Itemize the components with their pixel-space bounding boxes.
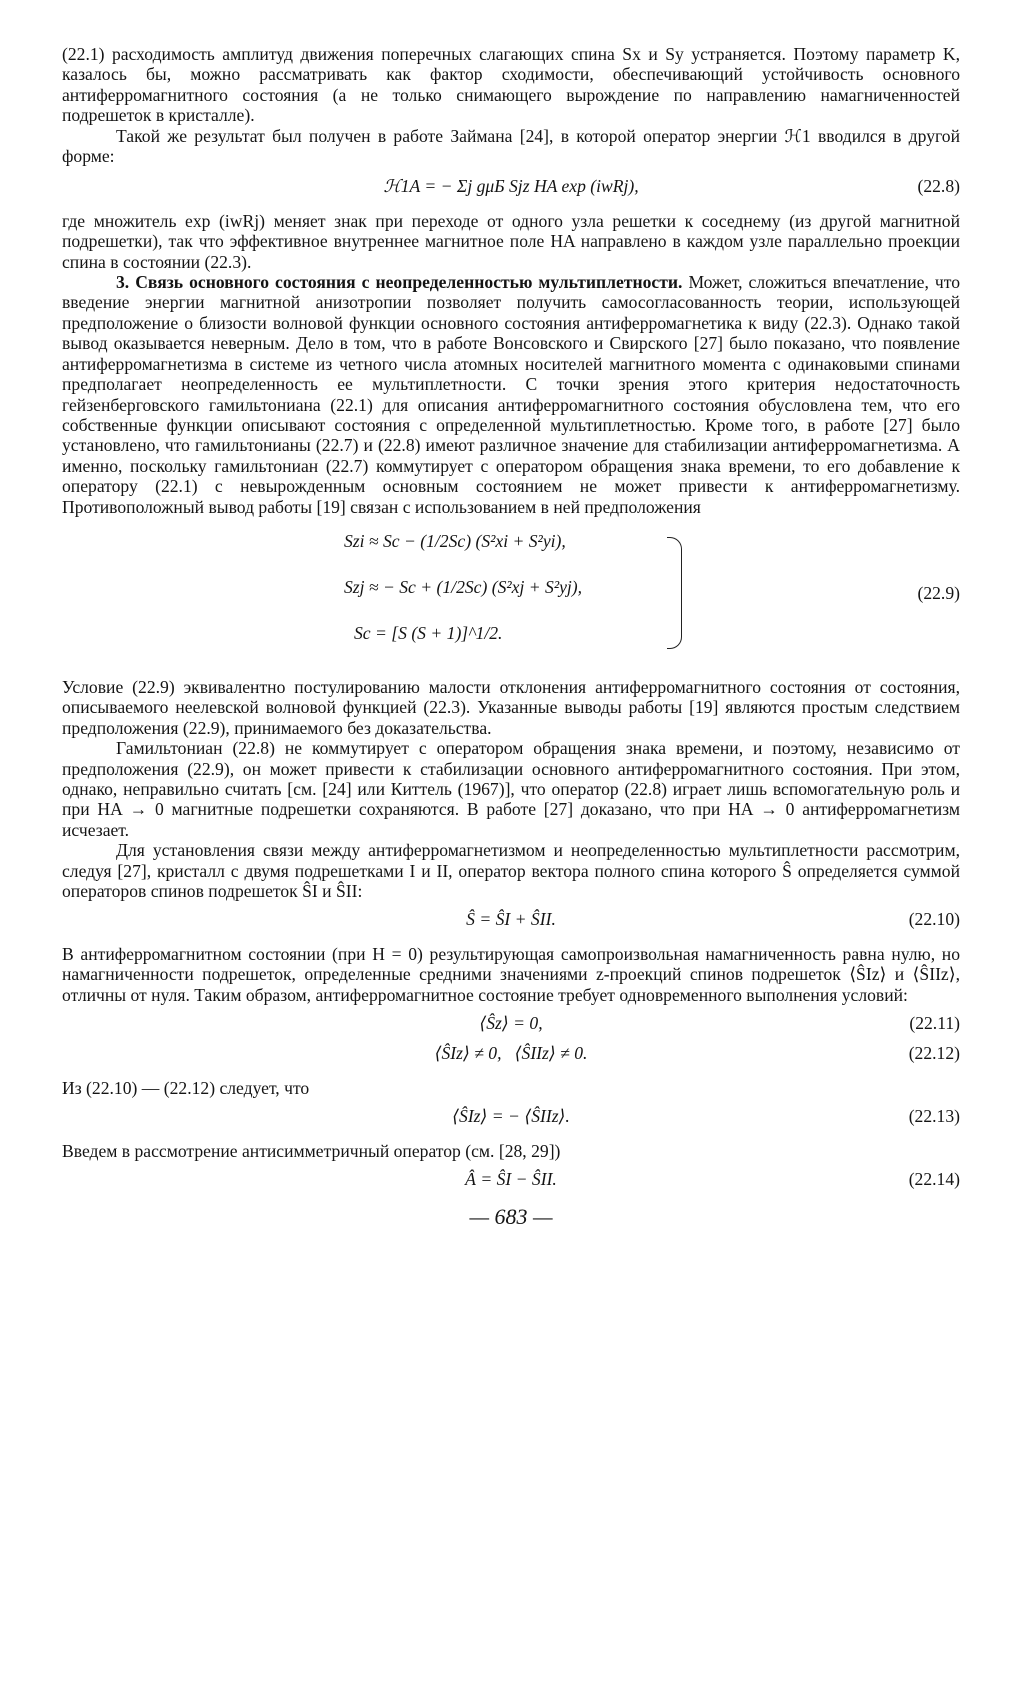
page-number: — 683 —	[469, 1204, 553, 1230]
section-heading: 3. Связь основного состояния с неопределенностью мультиплетности.	[116, 272, 683, 293]
equation-22-14	[62, 1169, 960, 1189]
equation-22-11	[62, 1013, 960, 1033]
right-brace	[667, 537, 682, 649]
equation-number: (22.12)	[908, 1043, 960, 1064]
paragraph-3: где множитель exp (iwRj) меняет знак при переходе от одного узла решетки к соседнему (из другой магнитной подрешетки), так что эффективное внутреннее магнитное поле HA направлено в каждом узле параллельно проекции спина в состоянии (22.3).	[62, 210, 960, 272]
equation-22-12	[62, 1043, 960, 1063]
equation-number: (22.10)	[908, 909, 960, 930]
equation-formula: ⟨ŜIz⟩ ≠ 0, ⟨ŜIIz⟩ ≠ 0.	[434, 1043, 588, 1064]
equation-number: (22.9)	[917, 582, 960, 603]
equation-formula: ℋ1A = − Σj gμБ Sjz HA exp (iwRj),	[383, 176, 639, 197]
equation-line: Szi ≈ Sc − (1/2Sc) (S²xi + S²yi),	[344, 530, 566, 551]
paragraph-4-body: Может, сложиться впечатление, что введение энергии магнитной анизотропии позволяет получить самосогласованность теории, использующей предположение о близости волновой функции основного состояния антиферромагнетика к виду (22.3). Однако такой вывод оказывается неверным. Дело в том, что в работе Вонсовского и Свирского [27] было показано, что появление антиферромагнетизма в системе из четного числа атомных носителей магнитного момента с одинаковыми спинами предполагает неопределенность ее мультиплетности. С точки зрения этого критерия недостаточность гейзенберговского гамильтониана (22.1) для описания антиферромагнитного состояния обусловлена тем, что его собственные функции описывают состояния с определенной мультиплетностью. Кроме того, в работе [27] было установлено, что гамильтонианы (22.7) и (22.8) имеют различное значение для стабилизации антиферромагнетизма. А именно, поскольку гамильтониан (22.7) коммутирует с оператором обращения знака времени, то его добавление к оператору (22.1) с невырожденным основным состоянием не может привести к антиферромагнетизму. Противоположный вывод работы [19] связан с использованием в ней предположения	[62, 272, 960, 517]
paragraph-9: Из (22.10) — (22.12) следует, что	[62, 1077, 310, 1098]
equation-number: (22.8)	[917, 176, 960, 197]
paragraph-1: (22.1) расходимость амплитуд движения поперечных слагающих спина Sx и Sy устраняется. Поэтому параметр K, казалось бы, можно рассматривать как фактор сходимости, обеспечивающий устойчивость основного антиферромагнитного состояния (а не только снимающего вырождение по направлению намагниченностей подрешеток в кристалле).	[62, 44, 960, 126]
equation-line: Sc = [S (S + 1)]^1/2.	[354, 622, 503, 643]
equation-number: (22.13)	[908, 1106, 960, 1127]
paragraph-5: Условие (22.9) эквивалентно постулированию малости отклонения антиферромагнитного состояния от состояния, описываемого неелевской волновой функцией (22.3). Указанные выводы работы [19] являются простым следствием предположения (22.9), принимаемого без доказательства.	[62, 676, 960, 738]
paragraph-4	[62, 272, 960, 517]
equation-formula: ⟨Ŝz⟩ = 0,	[479, 1013, 543, 1034]
paragraph-2: Такой же результат был получен в работе Займана [24], в которой оператор энергии ℋ1 вводился в другой форме:	[62, 125, 960, 167]
equation-22-10	[62, 909, 960, 929]
equation-formula: Ŝ = ŜI + ŜII.	[466, 909, 556, 930]
equation-formula: Â = ŜI − ŜII.	[465, 1169, 557, 1190]
equation-number: (22.11)	[909, 1013, 960, 1034]
paragraph-6: Гамильтониан (22.8) не коммутирует с оператором обращения знака времени, и поэтому, независимо от предположения (22.9), он может привести к стабилизации основного антиферромагнитного состояния. При этом, однако, неправильно считать [см. [24] или Киттель (1967)], что оператор (22.8) играет лишь вспомогательную роль и при HA → 0 магнитные подрешетки сохраняются. В работе [27] доказано, что при HA → 0 антиферромагнетизм исчезает.	[62, 738, 960, 840]
equation-line: Szj ≈ − Sc + (1/2Sc) (S²xj + S²yj),	[344, 576, 583, 597]
paragraph-7: Для установления связи между антиферромагнетизмом и неопределенностью мультиплетности рассмотрим, следуя [27], кристалл с двумя подрешетками I и II, оператор вектора полного спина которого Ŝ определяется суммой операторов спинов подрешеток ŜI и ŜII:	[62, 840, 960, 901]
equation-number: (22.14)	[908, 1169, 960, 1190]
page-content	[62, 44, 960, 1228]
equation-formula: ⟨ŜIz⟩ = − ⟨ŜIIz⟩.	[452, 1106, 570, 1127]
paragraph-8: В антиферромагнитном состоянии (при H = 0) результирующая самопроизвольная намагниченность равна нулю, но намагниченности подрешеток, определенные средними значениями z-проекций спинов подрешеток ⟨ŜIz⟩ и ⟨ŜIIz⟩, отличны от нуля. Таким образом, антиферромагнитное состояние требует одновременного выполнения условий:	[62, 943, 960, 1005]
equation-22-8	[62, 176, 960, 196]
equation-22-13	[62, 1106, 960, 1126]
paragraph-10: Введем в рассмотрение антисимметричный оператор (см. [28, 29])	[62, 1140, 561, 1161]
equation-22-9	[62, 531, 960, 659]
